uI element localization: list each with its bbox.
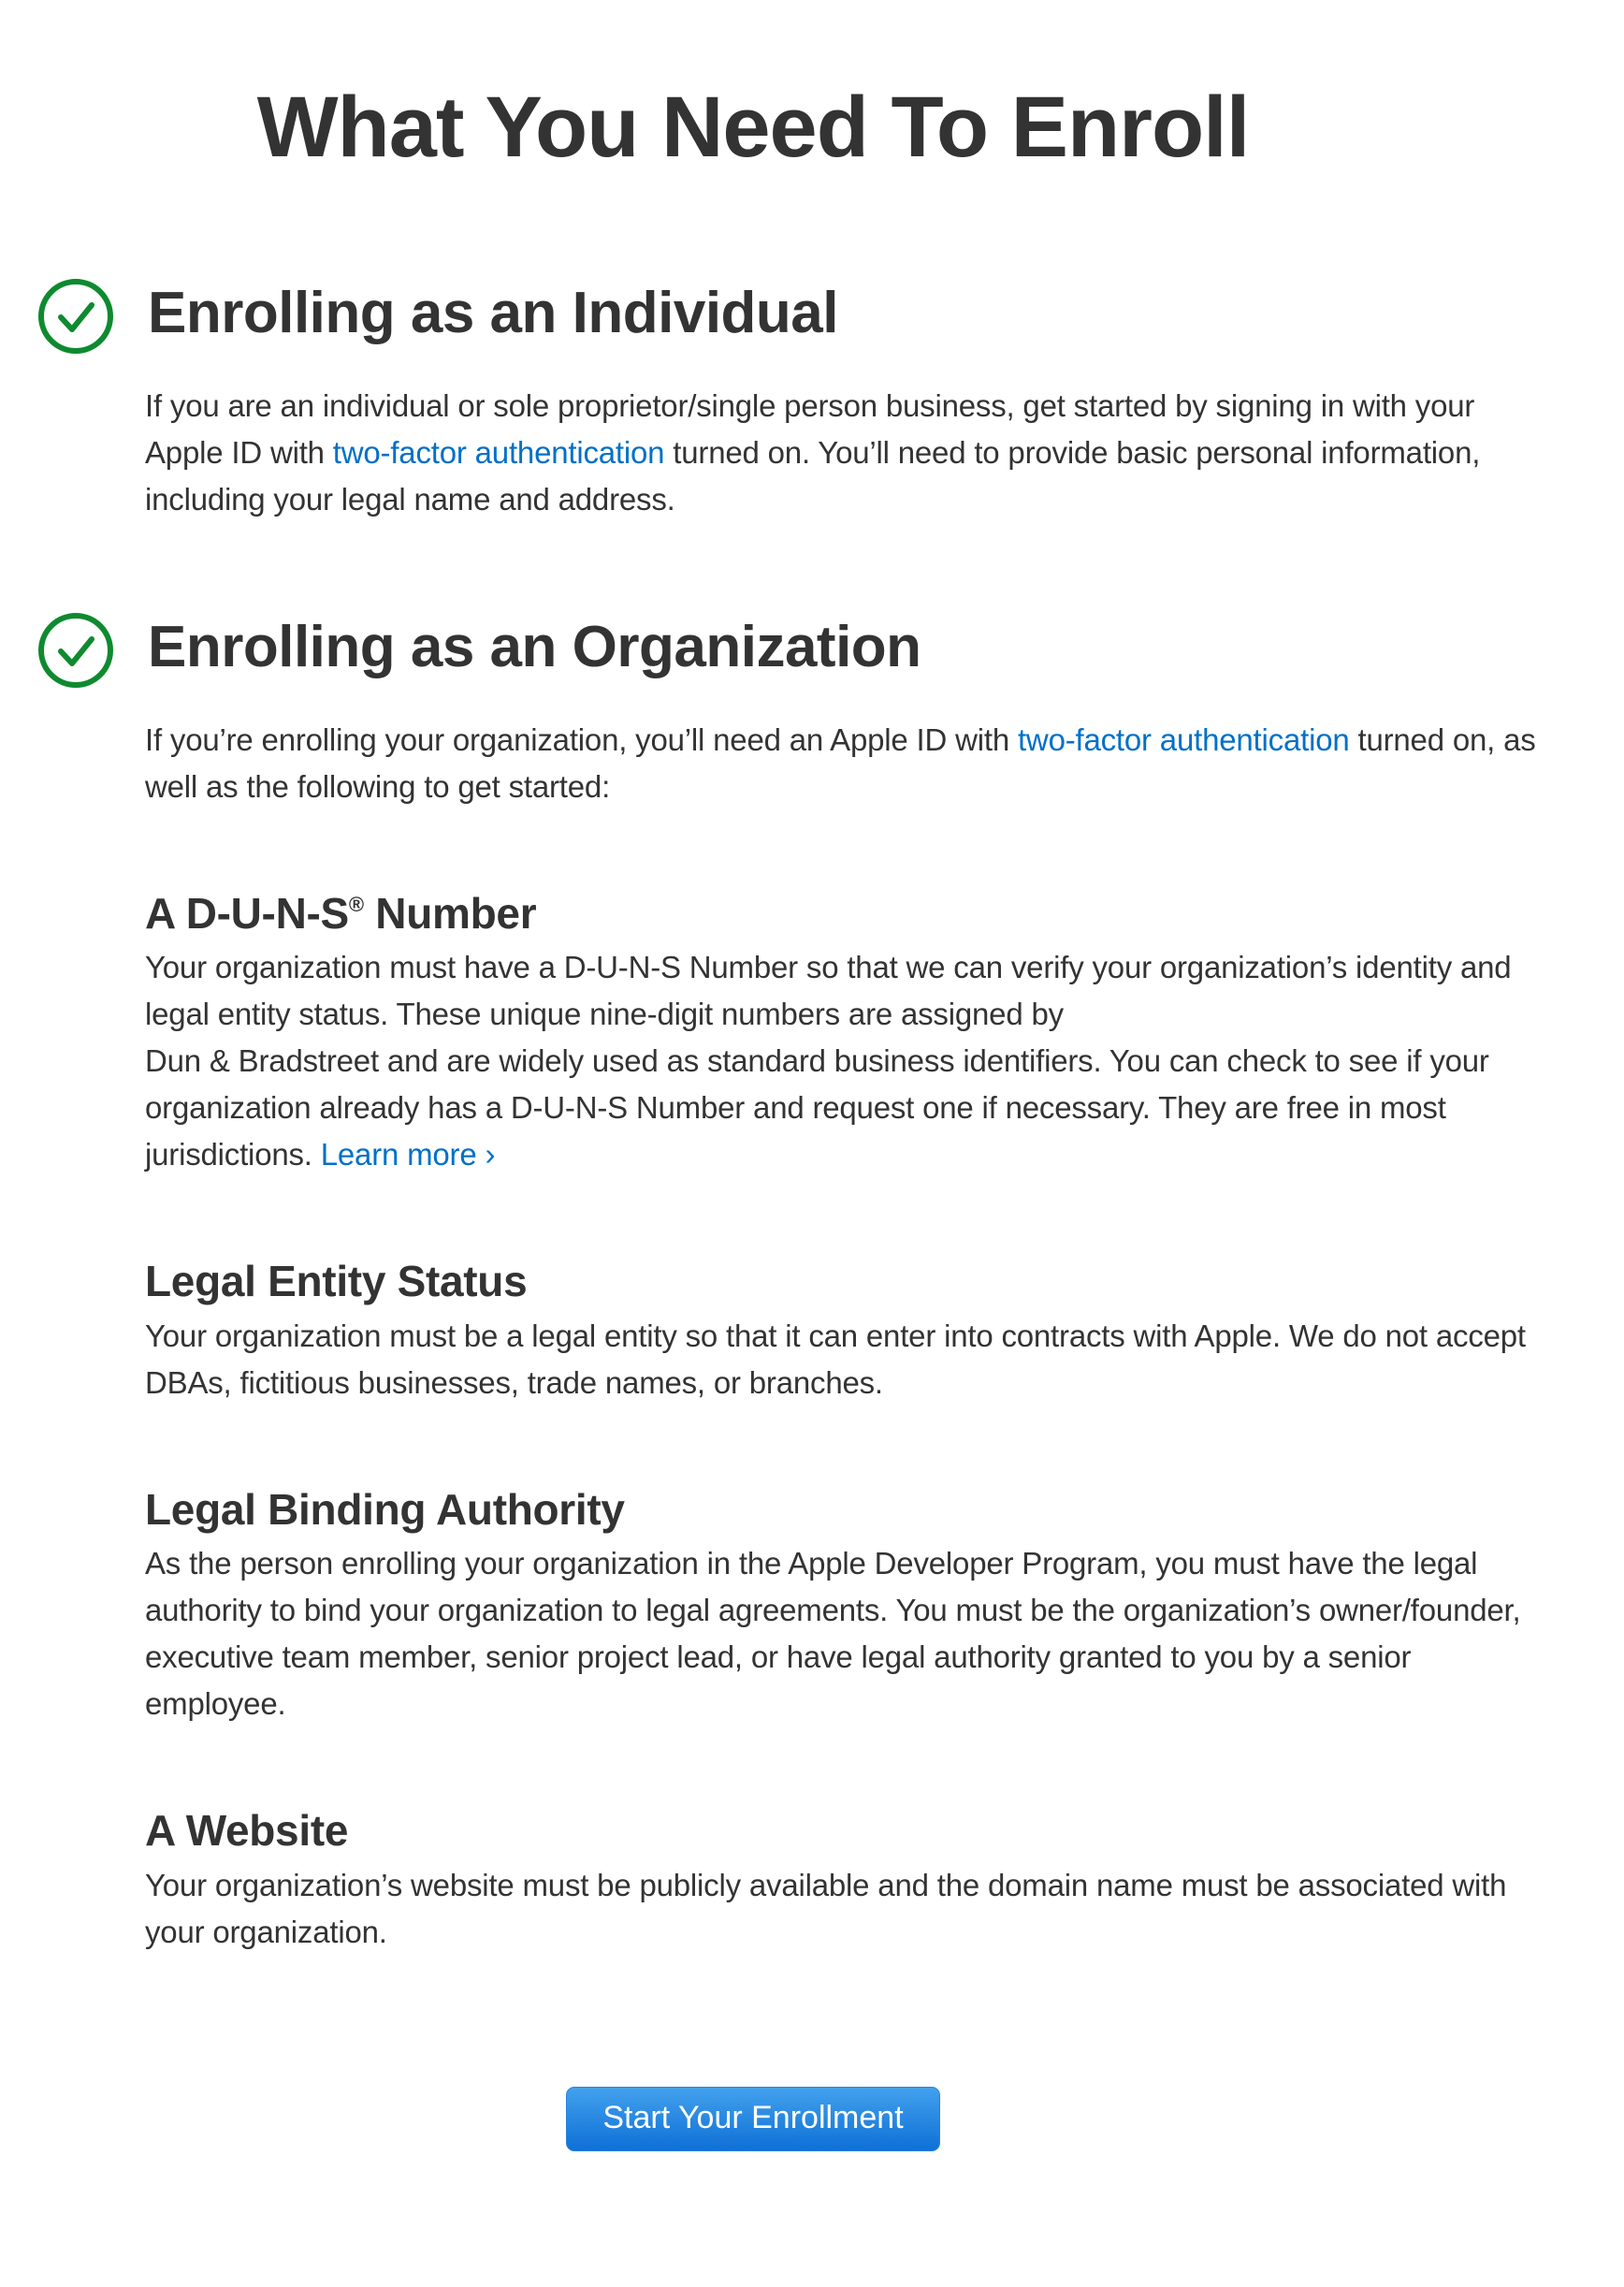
page-title: What You Need To Enroll xyxy=(256,80,1250,175)
cta-container xyxy=(0,2087,1506,2245)
section-individual xyxy=(0,278,1506,355)
duns-heading xyxy=(145,890,1506,938)
two-factor-auth-link[interactable]: two-factor authentication xyxy=(332,434,665,470)
duns-text-part1: Your organization must have a D-U-N-S Number so that we can verify your organization’s identity and legal entity status. These unique nine-digit numbers are assigned by xyxy=(145,950,1512,1032)
check-circle-icon xyxy=(37,612,114,689)
learn-more-link[interactable]: Learn more › xyxy=(320,1137,496,1173)
check-circle-icon xyxy=(37,278,114,355)
start-enrollment-button[interactable]: Start Your Enrollment xyxy=(566,2087,939,2151)
section-organization xyxy=(0,612,1506,689)
organization-description xyxy=(145,717,1548,810)
organization-text-before: If you’re enrolling your organization, you’ll need an Apple ID with xyxy=(145,721,1018,757)
legal-authority-heading: Legal Binding Authority xyxy=(145,1484,625,1534)
organization-text-after: turned on, as well as the following to get started: xyxy=(145,721,1536,804)
duns-text-part2: Dun & Bradstreet and are widely used as standard business identifiers. You can check to see if your organization already has a D-U-N-S Number and request one if necessary. They are free in most jurisdictions. xyxy=(145,1043,1489,1173)
duns-description xyxy=(145,944,1548,1178)
duns-heading-suffix: Number xyxy=(363,888,537,938)
legal-entity-heading: Legal Entity Status xyxy=(145,1257,528,1306)
registered-trademark-symbol: ® xyxy=(348,892,364,916)
individual-description xyxy=(145,383,1548,523)
legal-entity-description: Your organization must be a legal entity so that it can enter into contracts with Apple. We do not accept DBAs, fictitious businesses, trade names, or branches. xyxy=(145,1318,1526,1400)
duns-heading-text: A D-U-N-S xyxy=(145,888,349,938)
legal-authority-description: As the person enrolling your organization in the Apple Developer Program, you must have the legal authority to bind your organization to legal agreements. You must be the organization’s owner/founder, executive team member, senior project lead, or have legal authority granted to you by a senior employee. xyxy=(145,1546,1521,1722)
individual-text-after: turned on. You’ll need to provide basic personal information, including your legal name and address. xyxy=(145,434,1481,517)
section-heading-organization: Enrolling as an Organization xyxy=(148,614,921,679)
website-description: Your organization’s website must be publicly available and the domain name must be associated with your organization. xyxy=(145,1867,1507,1949)
main-content xyxy=(0,80,1536,2245)
two-factor-auth-link[interactable]: two-factor authentication xyxy=(1017,721,1350,757)
website-heading: A Website xyxy=(145,1806,349,1856)
individual-text-before: If you are an individual or sole proprietor/single person business, get started by signing in with your Apple ID with xyxy=(145,387,1475,470)
section-heading-individual: Enrolling as an Individual xyxy=(148,280,838,345)
